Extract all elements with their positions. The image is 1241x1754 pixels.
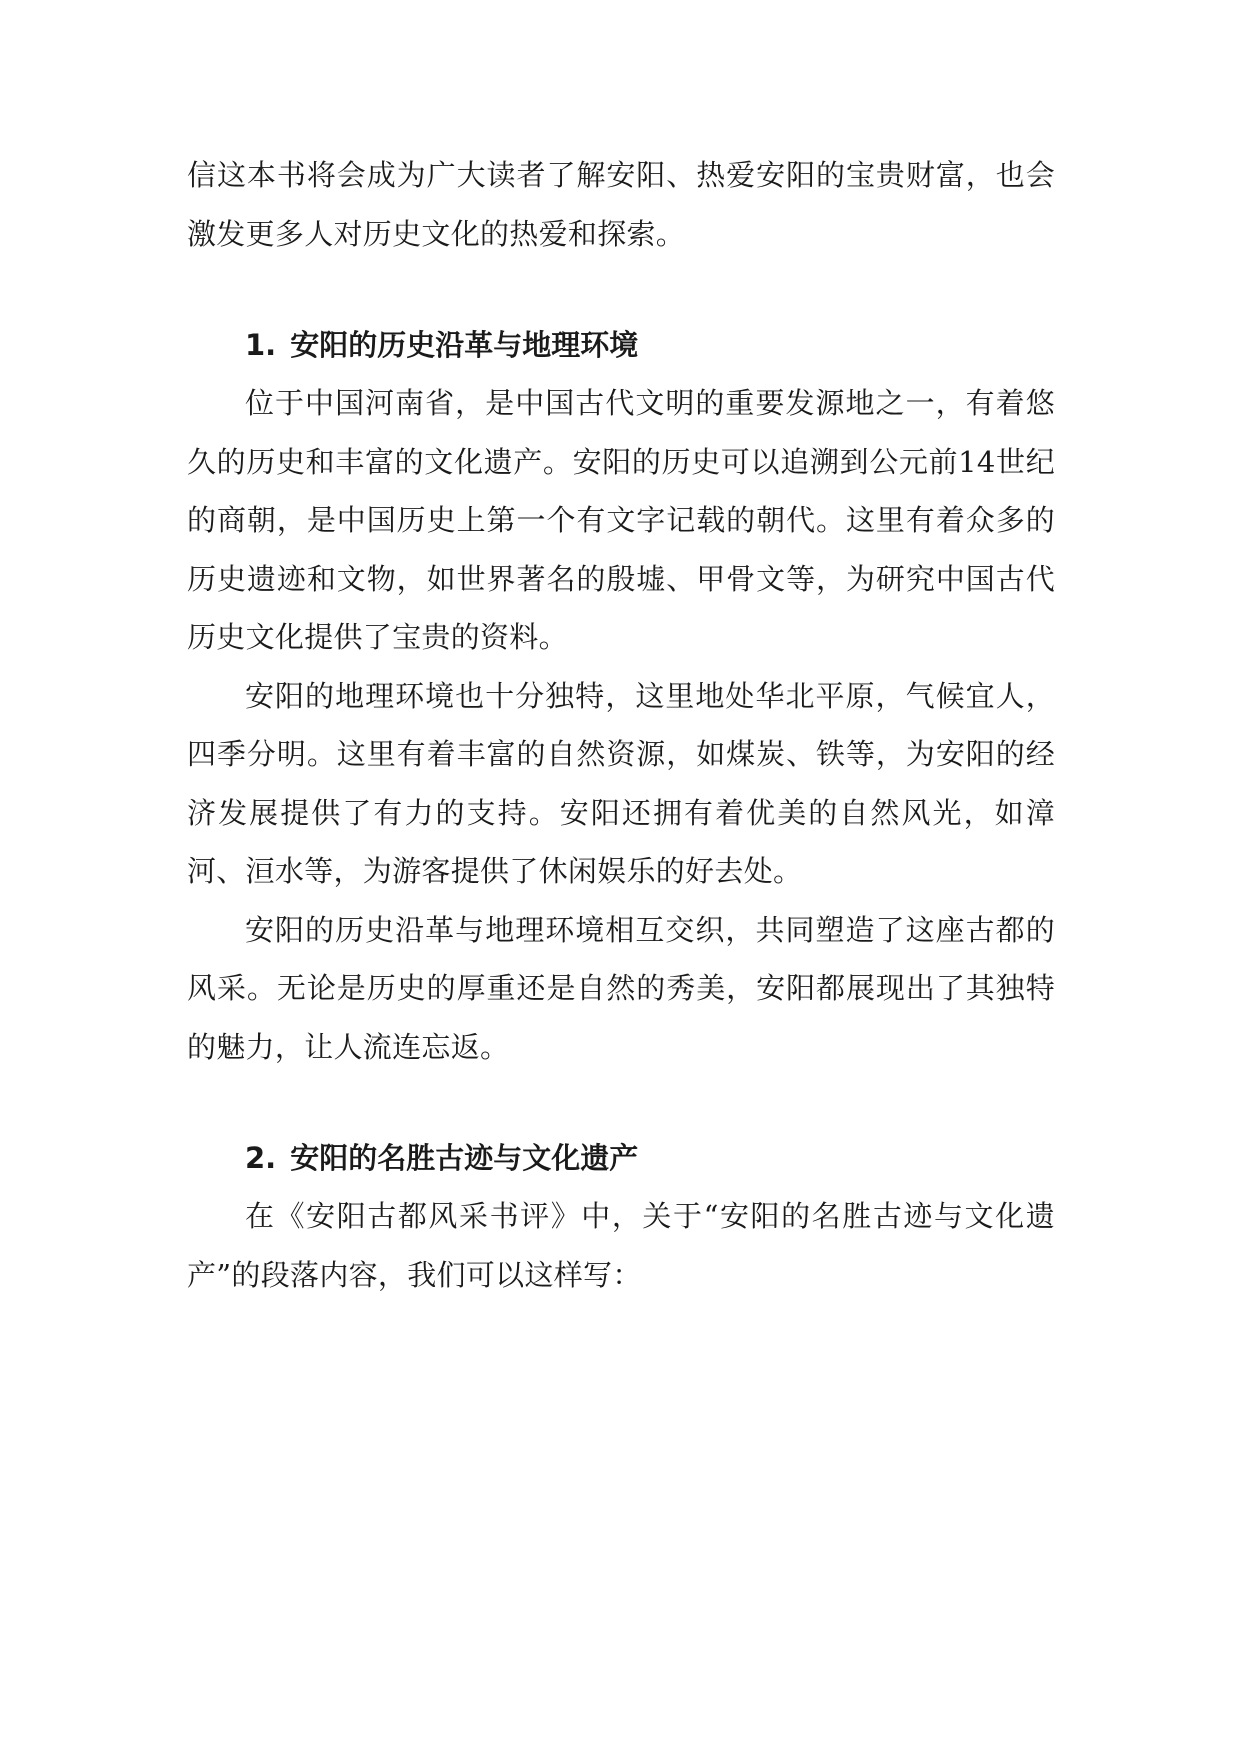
section-heading-2	[187, 1129, 1055, 1187]
paragraph-geography: 安阳的地理环境也十分独特，这里地处华北平原，气候宜人，四季分明。这里有着丰富的自然资源，如煤炭、铁等，为安阳的经济发展提供了有力的支持。安阳还拥有着优美的自然风光，如漳河、洹水等，为游客提供了休闲娱乐的好去处。	[187, 678, 1055, 888]
paragraph-summary: 安阳的历史沿革与地理环境相互交织，共同塑造了这座古都的风采。无论是历史的厚重还是自然的秀美，安阳都展现出了其独特的魅力，让人流连忘返。	[187, 912, 1055, 1064]
section-heading-1	[187, 316, 1055, 374]
section-number-2: 2.	[245, 1141, 277, 1175]
page-content	[187, 146, 1055, 1304]
paragraph-heritage-intro: 在《安阳古都风采书评》中，关于“安阳的名胜古迹与文化遗产”的段落内容，我们可以这样写：	[187, 1199, 1055, 1292]
section-title-1: 安阳的历史沿革与地理环境	[290, 328, 639, 362]
paragraph-history: 位于中国河南省，是中国古代文明的重要发源地之一，有着悠久的历史和丰富的文化遗产。安阳的历史可以追溯到公元前14世纪的商朝，是中国历史上第一个有文字记载的朝代。这里有着众多的历史遗迹和文物，如世界著名的殷墟、甲骨文等，为研究中国古代历史文化提供了宝贵的资料。	[187, 386, 1055, 654]
section-number-1: 1.	[245, 328, 277, 362]
section-title-2: 安阳的名胜古迹与文化遗产	[290, 1141, 639, 1175]
paragraph-intro-continued: 信这本书将会成为广大读者了解安阳、热爱安阳的宝贵财富，也会激发更多人对历史文化的热爱和探索。	[187, 158, 1055, 251]
